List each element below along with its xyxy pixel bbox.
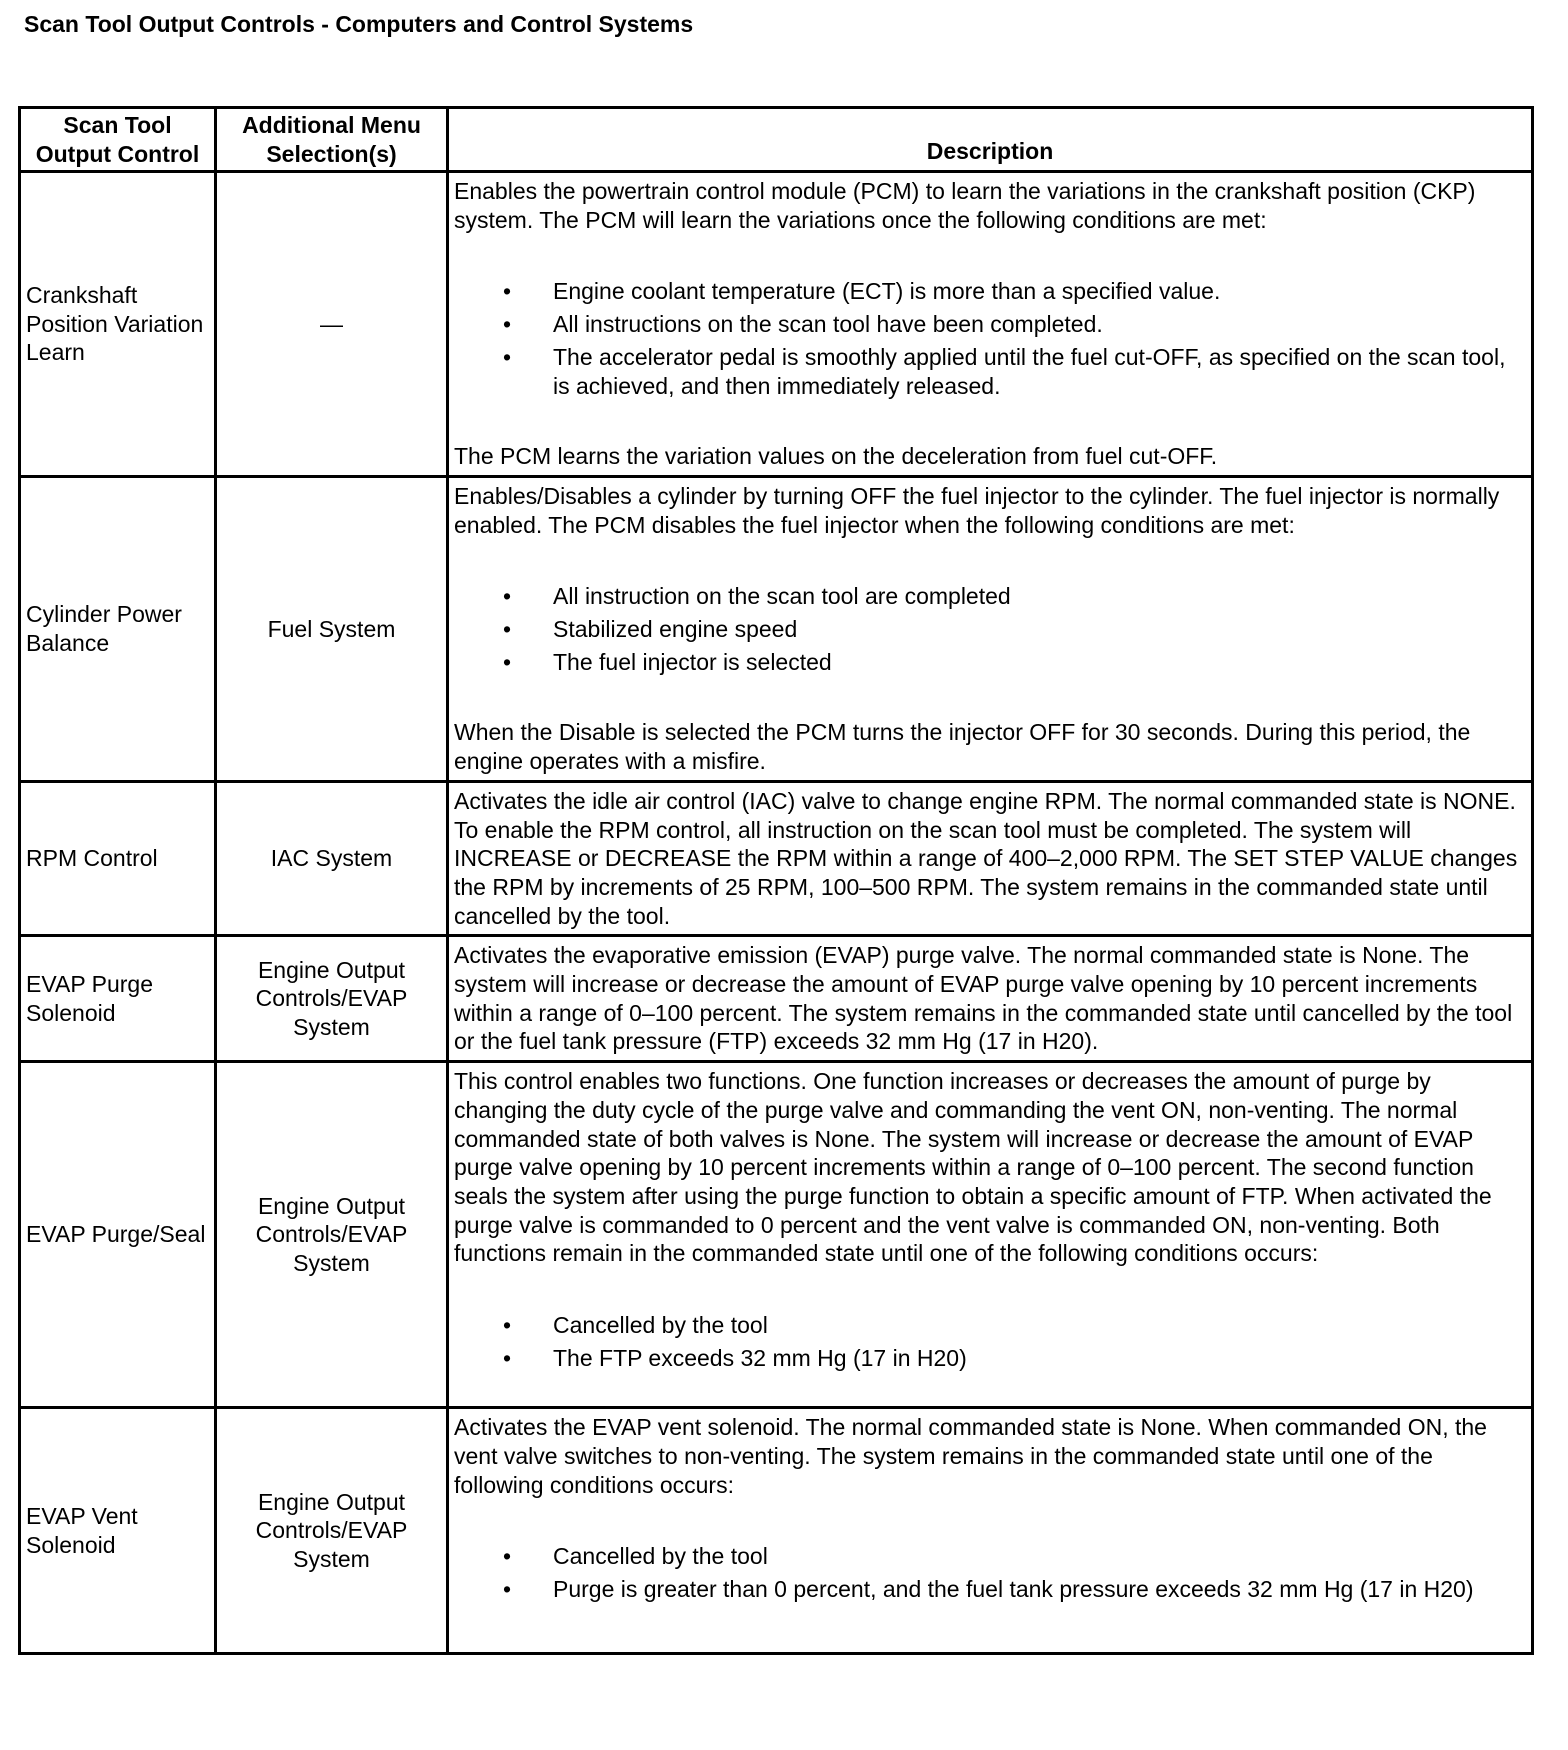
control-name: Cylinder Power Balance [20, 476, 216, 781]
table-row [20, 476, 1533, 781]
description [448, 172, 1533, 477]
menu-selection: Engine Output Controls/EVAP System [216, 1062, 448, 1408]
list-item: • Cancelled by the tool [454, 1311, 1526, 1340]
table-row [20, 1062, 1533, 1408]
list-item: • Cancelled by the tool [454, 1542, 1526, 1571]
condition-list [454, 1542, 1526, 1603]
control-name: EVAP Purge/Seal [20, 1062, 216, 1408]
description [448, 781, 1533, 936]
header-menu-selection: Additional Menu Selection(s) [216, 108, 448, 172]
list-item: • All instructions on the scan tool have been completed. [454, 310, 1526, 339]
description-intro: Activates the EVAP vent solenoid. The normal commanded state is None. When commanded ON, the vent valve switches to non-venting. The system remains in the commanded state until one of the following conditions occurs: [454, 1414, 1487, 1498]
table-row [20, 936, 1533, 1062]
control-name: RPM Control [20, 781, 216, 936]
description-outro: When the Disable is selected the PCM turns the injector OFF for 30 seconds. During this period, the engine operates with a misfire. [454, 719, 1471, 775]
control-name: EVAP Vent Solenoid [20, 1408, 216, 1654]
menu-selection: Fuel System [216, 476, 448, 781]
output-controls-table [18, 106, 1534, 1655]
description [448, 936, 1533, 1062]
menu-selection: Engine Output Controls/EVAP System [216, 1408, 448, 1654]
control-name: Crankshaft Position Variation Learn [20, 172, 216, 477]
list-item: • All instruction on the scan tool are completed [454, 582, 1526, 611]
table-header-row [20, 108, 1533, 172]
list-item: • The accelerator pedal is smoothly applied until the fuel cut-OFF, as specified on the scan tool, is achieved, and then immediately released. [454, 343, 1526, 400]
table-row [20, 172, 1533, 477]
description-intro: Activates the idle air control (IAC) valve to change engine RPM. The normal commanded state is NONE. To enable the RPM control, all instruction on the scan tool must be completed. The system will INCREASE or DECREASE the RPM within a range of 400–2,000 RPM. The SET STEP VALUE changes the RPM by increments of 25 RPM, 100–500 RPM. The system remains in the commanded state until cancelled by the tool. [454, 787, 1518, 929]
description-intro: Activates the evaporative emission (EVAP) purge valve. The normal commanded state is None. The system will increase or decrease the amount of EVAP purge valve opening by 10 percent increments within a range of 0–100 percent. The system remains in the commanded state until cancelled by the tool or the fuel tank pressure (FTP) exceeds 32 mm Hg (17 in H20). [454, 942, 1513, 1055]
description-intro: Enables/Disables a cylinder by turning OFF the fuel injector to the cylinder. The fuel injector is normally enabled. The PCM disables the fuel injector when the following conditions are met: [454, 482, 1500, 538]
list-item: • The FTP exceeds 32 mm Hg (17 in H20) [454, 1344, 1526, 1373]
list-item: • Stabilized engine speed [454, 615, 1526, 644]
header-output-control: Scan Tool Output Control [20, 108, 216, 172]
description [448, 1062, 1533, 1408]
description [448, 476, 1533, 781]
description-intro: This control enables two functions. One function increases or decreases the amount of purge by changing the duty cycle of the purge valve and commanding the vent ON, non-venting. The normal commanded state of both valves is None. The system will increase or decrease the amount of EVAP purge valve opening by 10 percent increments within a range of 0–100 percent. The second function seals the system after using the purge function to obtain a specific amount of FTP. When activated the purge valve is commanded to 0 percent and the vent valve is commanded ON, non-venting. Both functions remain in the commanded state until one of the following conditions occurs: [454, 1068, 1492, 1267]
menu-selection: — [216, 172, 448, 477]
menu-selection: IAC System [216, 781, 448, 936]
menu-selection: Engine Output Controls/EVAP System [216, 936, 448, 1062]
description-intro: Enables the powertrain control module (PCM) to learn the variations in the crankshaft position (CKP) system. The PCM will learn the variations once the following conditions are met: [454, 178, 1476, 233]
condition-list [454, 1311, 1526, 1372]
description [448, 1408, 1533, 1654]
list-item: • Purge is greater than 0 percent, and the fuel tank pressure exceeds 32 mm Hg (17 in H20) [454, 1575, 1526, 1604]
description-outro: The PCM learns the variation values on the deceleration from fuel cut-OFF. [454, 443, 1218, 470]
condition-list [454, 277, 1526, 400]
list-item: • The fuel injector is selected [454, 648, 1526, 677]
page-title: Scan Tool Output Controls - Computers and Control Systems [24, 11, 694, 37]
list-item: • Engine coolant temperature (ECT) is more than a specified value. [454, 277, 1526, 306]
control-name: EVAP Purge Solenoid [20, 936, 216, 1062]
table-row [20, 781, 1533, 936]
header-description: Description [448, 108, 1533, 172]
condition-list [454, 582, 1526, 676]
table-row [20, 1408, 1533, 1654]
